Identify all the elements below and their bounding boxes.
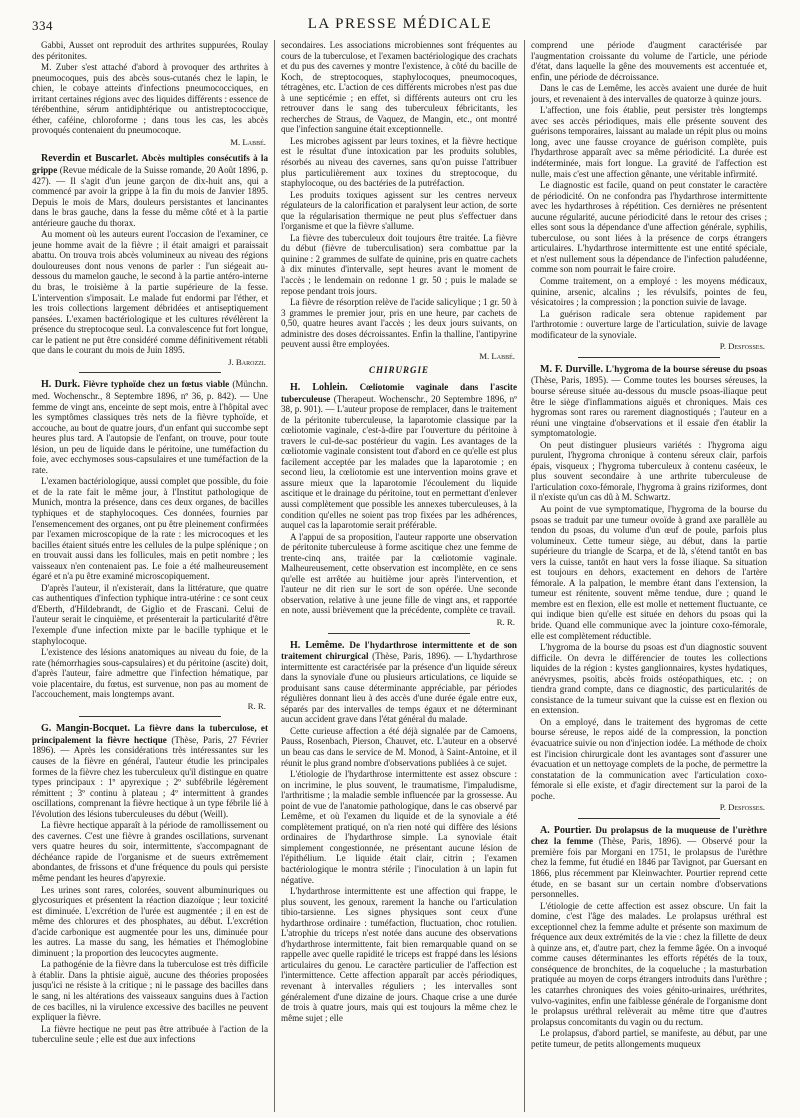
column-2: [281, 40, 517, 1112]
paragraph: On peut distinguer plusieurs variétés : l'hygroma aigu purulent, l'hygroma chronique à contenu séreux clair, parfois épais, visqueux ; l'hygroma tuberculeux à contenu caséeux, le plus souvent secondaire à une arthrite tuberculeuse de l'articulation coxo-fémorale, l'hygroma à grains riziformes, dont il n'existe qu'un cas dû à M. Schwartz.: [531, 439, 767, 503]
separator: [79, 716, 221, 717]
review-text: (Münchn. med. Wochenschr., 8 Septembre 1896, nº 36, p. 842). — Une femme de vingt ans, enceinte de sept mois, entre à l'hôpital avec les symptômes classiques très nets de la fièvre typhoïde, et accouche, au bout de quatre jours, d'un enfant qui succombe sept heures plus tard. A l'autopsie de l'enfant, on trouve, pour toute lésion, un peu de liquide dans le péritoine, une tuméfaction du foie, avec ecchymoses sous-capsulaires et une tuméfaction de la rate.: [32, 379, 268, 475]
review-author: M. F. Durville.: [540, 363, 603, 375]
signature: R. R.: [247, 700, 266, 711]
review-title: La fièvre dans la tuberculose, et principalement la fièvre hectique: [32, 723, 268, 745]
review-lead: [32, 153, 268, 228]
separator: [328, 633, 470, 634]
paragraph: L'étiologie de cette affection est assez obscure. Un fait la domine, c'est l'âge des malades. Le prolapsus uréthral est exceptionnel chez la femme adulte et présente son maximum de fréquence aux deux extrémités de la vie : chez la fillette de deux à quinze ans, et, d'autre part, chez la femme âgée. On a invoqué comme causes déterminantes les efforts répétés de la toux, conséquence de bronchites, de la coqueluche ; la masturbation pratiquée au moyen de corps étrangers introduits dans l'urèthre ; les catarrhes chroniques des voies génito-urinaires, uréthrites, vulvo-vaginites, enfin une faiblesse générale de l'organisme dont le prolapsus uréthral relèverait au même titre que d'autres prolapsus concomitants du vagin ou du rectum.: [531, 900, 767, 1027]
paragraph: La fièvre de résorption relève de l'acide salicylique ; 1 gr. 50 à 3 grammes le premier jour, pris en une heure, par cachets de 0,50, quatre heures avant l'accès ; les deux jours suivants, on administre des doses décroissantes. Enfin la thalline, l'antipyrine peuvent aussi être employées.: [281, 297, 517, 350]
review-pourtier: [531, 825, 767, 1049]
review-lead: [281, 382, 517, 531]
paragraph: L'affection, une fois établie, peut persister très longtemps avec ses accès périodiques, mais elle présente souvent des guérisons temporaires, laissant au malade un répit plus ou moins long, avec une fausse croyance de guérison complète, puis l'hydarthrose apparaît avec sa même périodicité. La durée est indéterminée, mais fort longue. La gravité de l'affection est nulle, mais c'est une affection gênante, une véritable infirmité.: [531, 105, 767, 179]
paragraph: secondaires. Les associations microbiennes sont fréquentes au cours de la tuberculose, et l'examen bactériologique des crachats et du pus des cavernes y montre l'existence, à côté du bacille de Koch, de streptocoques, staphylocoques, pneumocoques, tétragènes, etc. L'action de ces différents microbes n'est pas due à une septicémie ; en effet, si différents auteurs ont cru les retrouver dans le sang des tuberculeux fébricitants, les recherches de Straus, de Vaquez, de Mangin, etc., ont montré que l'infection sanguine était exceptionnelle.: [281, 40, 517, 135]
paragraph: Les microbes agissent par leurs toxines, et la fièvre hectique est le résultat d'une intoxication par les produits solubles, résorbés au niveau des cavernes, sans qu'on puisse l'attribuer plus particulièrement aux toxines du streptocoque, du staphylocoque, ou des bactéries de la putréfaction.: [281, 135, 517, 189]
review-lead: [32, 723, 268, 819]
separator: [578, 818, 720, 819]
signature: M. Labbé.: [479, 350, 515, 361]
review-author: Reverdin et Buscarlet.: [41, 153, 139, 165]
paragraph: La pathogénie de la fièvre dans la tuberculose est très difficile à établir. Dans la phtisie aiguë, aucune des théories proposées jusqu'ici ne résiste à la critique ; ni le passage des bacilles dans le sang, ni les altérations des vaisseaux sanguins dues à l'action de ces bacilles, ni la virulence excessive des bacilles ne peuvent expliquer la fièvre.: [32, 959, 268, 1023]
paragraph: D'après l'auteur, il n'existerait, dans la littérature, que quatre cas authentiques d'infection typhique intra-utérine : ce sont ceux d'Eberth, d'Hildebrandt, de Giglio et de Frascani. Celui de l'auteur serait le cinquième, et présenterait la particularité d'être l'exemple d'une infection mixte par le bacille typhique et le staphylocoque.: [32, 582, 268, 646]
paragraph: La fièvre des tuberculeux doit toujours être traitée. La fièvre du début (fièvre de tuberculisation) sera combattue par la quinine : 2 grammes de sulfate de quinine, pris en quatre cachets à dix minutes d'intervalle, sept heures avant le moment de l'accès ; le lendemain on redonne 1 gr. 50 ; puis le malade se repose pendant trois jours.: [281, 232, 517, 296]
signature: P. Desfosses.: [719, 341, 765, 352]
signature: P. Desfosses.: [719, 802, 765, 813]
review-mangin-bocquet: [32, 723, 268, 1044]
review-durk: [32, 379, 268, 711]
paragraph: Au moment où les auteurs eurent l'occasion de l'examiner, ce jeune homme avait de la fièvre ; il était amaigri et paraissait abattu. On trouva trois abcès volumineux au niveau des régions douloureuses dont nous venons de parler : l'un siégeait au-dessous du mamelon gauche, le second à la partie antéro-interne du bras, le troisième à la partie supérieure de la fesse. L'intervention s'imposait. Le malade fut endormi par l'éther, et les trois collections largement débridées et antiseptiquement pansées. L'examen bactériologique et les cultures révélèrent la présence du streptocoque seul. La convalescence fut fort longue, car le patient ne put être considéré comme définitivement rétabli que dans le courant du mois de Juin 1895.: [32, 229, 268, 356]
paragraph: Cette curieuse affection a été déjà signalée par de Camoens, Pauss, Rosenbach, Pierson, Chauvet, etc. L'auteur en a observé un beau cas dans le service de M. Monod, à Saint-Antoine, et il réunit le plus grand nombre d'observations publiées à ce sujet.: [281, 725, 517, 768]
review-author: H. Durk.: [41, 379, 80, 391]
paragraph: L'hydarthrose intermittente est une affection qui frappe, le plus souvent, les genoux, rarement la hanche ou l'articulation tibio-tarsienne. Les signes physiques sont ceux d'une hydarthrose ordinaire : tuméfaction, fluctuation, choc rotulien. L'atrophie du triceps n'est notée dans aucune des observations d'hydarthrose intermittente, fait bien remarquable quand on se rappelle avec quelle rapidité le triceps est frappé dans les lésions articulaires du genou. Le caractère particulier de l'affection est l'intermittence. Cette affection apparaît par accès périodiques, revenant à intervalles réguliers ; les intervalles sont généralement d'une dizaine de jours. Chaque crise a une durée de trois à quatre jours, mais qui est toujours la même chez le même sujet ; elle: [281, 886, 517, 1023]
review-title: Du prolapsus de la muqueuse de l'urèthre chez la femme: [531, 824, 767, 847]
review-author: A. Pourtier.: [540, 824, 592, 836]
review-leme: [281, 640, 517, 1024]
paragraph: Comme traitement, on a employé : les moyens médicaux, quinine, arsenic, alcalins ; les révulsifs, pointes de feu, vésicatoires ; la compression ; la ponction suivie de lavage.: [531, 276, 767, 308]
review-title: L'hygroma de la bourse séreuse du psoas: [605, 363, 767, 374]
page-number: 334: [32, 18, 53, 33]
paragraph: La fièvre hectique ne peut pas être attribuée à l'action de la tuberculine seule ; elle est due aux infections: [32, 1023, 268, 1045]
signature: J. Barozzi.: [228, 356, 266, 367]
page-header: [32, 16, 768, 38]
paragraph: L'examen bactériologique, aussi complet que possible, du foie et de la rate fait le même jour, à l'Institut pathologique de Munich, montra la présence, dans ces deux organes, de bacilles typhiques et de staphylocoques. Ces données, fournies par l'ensemencement des organes, ont pu être pleinement confirmées par l'examen microscopique de la rate : les microcoques et les bacilles étaient situés entre les cellules de la pulpe splénique ; on en trouvait aussi dans les follicules, mais en petit nombre ; les vaisseaux n'en contenaient pas. Le foie a été malheureusement égaré et n'a pu être examiné microscopiquement.: [32, 476, 268, 582]
review-lead: [531, 364, 767, 439]
review-lead: [32, 379, 268, 475]
paragraph: Au point de vue symptomatique, l'hygroma de la bourse du psoas se traduit par une tumeur ovoïde à grand axe parallèle au tendon du psoas, du volume d'un œuf de poule, parfois plus volumineux. Cette tumeur siège, au début, dans la partie supérieure du triangle de Scarpa, et de là, s'étend tantôt en bas vers la cuisse, tantôt en haut vers la fosse iliaque. Sa situation est toujours en dehors, exactement en dehors de l'artère fémorale. A la palpation, le membre étant dans l'extension, la tumeur est rénitente, souvent même tendue, dure ; quand le membre est en flexion, elle est molle et nettement fluctuante, ce qui indique bien qu'elle est située en dehors du psoas qui la bride. Quand elle communique avec la jointure coxo-fémorale, elle est complètement réductible.: [531, 503, 767, 641]
column-3: [531, 40, 767, 1112]
review-lead: [531, 825, 767, 900]
review-text: (Therapeut. Wochenschr., 20 Septembre 1896, nº 38, p. 901). — L'auteur propose de remplacer, dans le traitement de la péritonite tuberculeuse, la laparotomie classique par la cœliotomie vaginale, c'est-à-dire par l'ouverture du péritoine à travers le cul-de-sac postérieur du vagin. Les avantages de la cœliotomie vaginale consistent tout d'abord en ce qu'elle est plus facilement acceptée par les malades que la laparotomie ; en second lieu, la cœliotomie est une intervention moins grave et assure mieux que la laparotomie l'écoulement du liquide ascitique et le drainage du péritoine, tout en permettant d'enlever aussi complètement que possible les annexes tuberculeuses, à la condition qu'elles ne soient pas trop fixées par les adhérences, auquel cas la laparotomie serait préférable.: [281, 393, 517, 531]
column-1: [32, 40, 268, 1112]
signature: R. R.: [496, 616, 515, 627]
review-reverdin: [32, 153, 268, 367]
paragraph: La guérison radicale sera obtenue rapidement par l'arthrotomie : ouverture large de l'articulation, suivie de lavage modificateur de la synoviale.: [531, 308, 767, 340]
paragraph: Dans le cas de Lemême, les accès avaient une durée de huit jours, et revenaient à des intervalles de quatorze à quinze jours.: [531, 83, 767, 104]
paragraph: Les produits toxiques agissent sur les centres nerveux régulateurs de la calorification et paralysent leur action, de sorte que la régularisation thermique ne peut plus s'effectuer dans l'organisme et que la fièvre s'allume.: [281, 189, 517, 232]
review-durville: [531, 364, 767, 813]
review-author: H. Lemême.: [290, 639, 345, 651]
review-text: (Revue médicale de la Suisse romande, 20 Août 1896, p. 427). — Il s'agit d'un jeune garçon de dix-huit ans, qui a commencé par avoir la grippe à la fin du mois de Janvier 1895. Depuis le mois de Mars, douleurs persistantes et lancinantes dans le bras gauche, dans la fesse du même côté et à la partie antérieure gauche du thorax.: [32, 165, 268, 228]
review-title: De l'hydarthrose intermittente et de son traitement chirurgical: [281, 639, 517, 662]
paragraph: On a employé, dans le traitement des hygromas de cette bourse séreuse, le repos aidé de la compression, la ponction évacuatrice suivie ou non d'injection iodée. La méthode de choix est l'incision chirurgicale dont les avantages sont d'assurer une évacuation et un nettoyage complets de la poche, de permettre la constatation de la communication avec l'articulation coxo-fémorale si elle existe, et d'agir directement sur la paroi de la poche.: [531, 716, 767, 801]
paragraph: M. Zuber s'est attaché d'abord à provoquer des arthrites à pneumocoques, puis des abcès sous-cutanés chez le lapin, le chien, le cobaye atteints d'infections pneumococciques, en irritant certaines régions avec des liquides différents : essence de térébenthine, sérum antidiphtérique ou antistreptococcique, éther, caféine, chloroforme ; dans tous les cas, les abcès provoqués contenaient du pneumocoque.: [32, 62, 268, 136]
review-text: (Thèse, Paris, 1896). — L'hydarthrose intermittente est caractérisée par la présence d'un liquide séreux dans la synoviale d'une ou plusieurs articulations, ce liquide se produisant sans cause déterminante appréciable, par périodes régulières donnant lieu à des accès d'une durée égale entre eux, séparés par des intervalles de temps égaux et ne déterminant aucun accident grave dans l'état général du malade.: [281, 651, 517, 725]
paragraph: La fièvre hectique apparaît à la période de ramollissement ou des cavernes. C'est une fièvre à grandes oscillations, survenant vers quatre heures du soir, intermittente, s'accompagnant de déchéance rapide de l'organisme et de sueurs extrêmement abondantes, de frissons et d'une fréquence du pouls qui persiste même pendant les heures d'apyrexie.: [32, 820, 268, 884]
separator: [578, 357, 720, 358]
review-lead: [281, 640, 517, 725]
review-author: G. Mangin-Bocquet.: [41, 723, 130, 735]
column-divider: [524, 40, 525, 1112]
paragraph: L'existence des lésions anatomiques au niveau du foie, de la rate (hémorrhagies sous-capsulaires) et du péritoine (ascite) doit, d'après l'auteur, faire admettre que l'infection hématique, par voie placentaire, du fœtus, est survenue, non pas au moment de l'accouchement, mais longtemps avant.: [32, 647, 268, 700]
review-text: (Thèse, Paris, 1895). — Comme toutes les bourses séreuses, la bourse séreuse située au-dessous du muscle psoas-iliaque peut être le siège d'inflammations aiguës et chroniques. Mais ces hygromas sont rares ou rarement diagnostiqués ; l'auteur en a réuni une vingtaine d'observations et il essaie d'en établir la symptomatologie.: [531, 375, 767, 439]
review-text: (Thèse, Paris, 1896). — Observé pour la première fois par Morgani en 1751, le prolapsus de l'urèthre chez la femme, fut étudié en 1846 par Tavignot, par Guersant en 1866, plus récemment par Kleinwachter. Pourtier reprend cette étude, en se basant sur un certain nombre d'observations personnelles.: [531, 836, 767, 900]
review-text: (Thèse, Paris, 27 Février 1896). — Après les considérations très intéressantes sur les causes de la fièvre en général, l'auteur étudie les principales formes de la fièvre chez les tuberculeux qu'il distingue en quatre types principaux : 1º apyrexique ; 2º subfébrile légèrement rémittent ; 3º continu à plateau ; 4º intermittent à grandes oscillations, comprenant la fièvre hectique à un type fébrile lié à l'évolution des lésions tuberculeuses du début (Weill).: [32, 734, 268, 819]
review-title: Abcès multiples consécutifs à la grippe: [32, 153, 268, 176]
paragraph: L'hygroma de la bourse du psoas est d'un diagnostic souvent difficile. On devra le différencier de toutes les collections liquides de la région : kystes ganglionnaires, kystes hydatiques, anévrysmes, psoïtis, abcès froids ostéopathiques, etc. ; on tiendra grand compte, dans ce diagnostic, des particularités de consistance de la tumeur suivant que la cuisse est en flexion ou en extension.: [531, 642, 767, 716]
review-title: Fièvre typhoïde chez un fœtus viable: [83, 379, 230, 390]
paragraph: Les urines sont rares, colorées, souvent albuminuriques ou glycosuriques et présentent la réaction diazoïque ; leur toxicité est diminuée. L'excrétion de l'urée est augmentée ; il en est de même des chlorures et des phosphates, au début. L'excrétion d'acide carbonique est augmentée pour les uns, diminuée pour les autres. La masse du sang, les hématies et l'hémoglobine diminuent ; la proportion des leucocytes augmente.: [32, 884, 268, 958]
separator: [79, 372, 221, 373]
review-title: Cœliotomie vaginale dans l'ascite tuberculeuse: [281, 381, 517, 404]
paragraph: comprend une période d'augment caractérisée par l'augmentation croissante du volume de l'article, une période d'état, dans laquelle la gêne des mouvements est accentuée et, enfin, une période de décroissance.: [531, 40, 767, 82]
column-divider: [274, 40, 275, 1112]
paragraph: Le prolapsus, d'abord partiel, se manifeste, au début, par une petite tumeur, de petits allongements muqueux: [531, 1028, 767, 1049]
section-heading: CHIRURGIE: [368, 365, 430, 376]
journal-title: LA PRESSE MÉDICALE: [307, 16, 493, 32]
paragraph: A l'appui de sa proposition, l'auteur rapporte une observation de péritonite tuberculeuse à forme ascitique chez une femme de trente-cinq ans, traitée par la cœliotomie vaginale. Malheureusement, cette observation est incomplète, en ce sens qu'elle est arrêtée au huitième jour après l'intervention, et l'auteur ne dit rien sur le sort de son opérée. Une seconde observation, relative à une jeune fille de vingt ans, et rapportée en note, aussi brièvement que la précédente, complète ce travail.: [281, 531, 517, 616]
review-author: H. Lohlein.: [290, 381, 348, 393]
review-lohlein: [281, 382, 517, 628]
paragraph: Le diagnostic est facile, quand on peut constater le caractère de périodicité. On ne confondra pas l'hydarthrose intermittente avec les hydarthroses à répétition. Ces dernières ne présentent aucune régularité, aucune périodicité dans le retour des crises ; elles sont sous la dépendance d'une affection générale, syphilis, tuberculose, ou sont liées à la présence de corps étrangers articulaires. L'hydarthrose intermittente est une entité spéciale, et n'est nullement sous la dépendance de l'infection paludéenne, comme son nom pourrait le faire croire.: [531, 180, 767, 275]
paragraph: Gabbi, Ausset ont reproduit des arthrites suppurées, Roulay des péritonites.: [32, 40, 268, 61]
paragraph: L'étiologie de l'hydarthrose intermittente est assez obscure : on incrimine, le plus souvent, le traumatisme, l'impaludisme, l'arthritisme ; la maladie semble influencée par la grossesse. Au point de vue de l'anatomie pathologique, dans le cas observé par Lemême, et où l'examen du liquide et de la synoviale a été complètement pratiqué, on n'a rien noté qui diffère des lésions ordinaires de l'hydarthrose simple. La synoviale était simplement congestionnée, ne présentant aucune lésion de l'épithélium. Le liquide était clair, citrin ; l'examen bactériologique le montra stérile ; l'inoculation à un lapin fut négative.: [281, 769, 517, 885]
signature: M. Labbé.: [230, 136, 266, 147]
